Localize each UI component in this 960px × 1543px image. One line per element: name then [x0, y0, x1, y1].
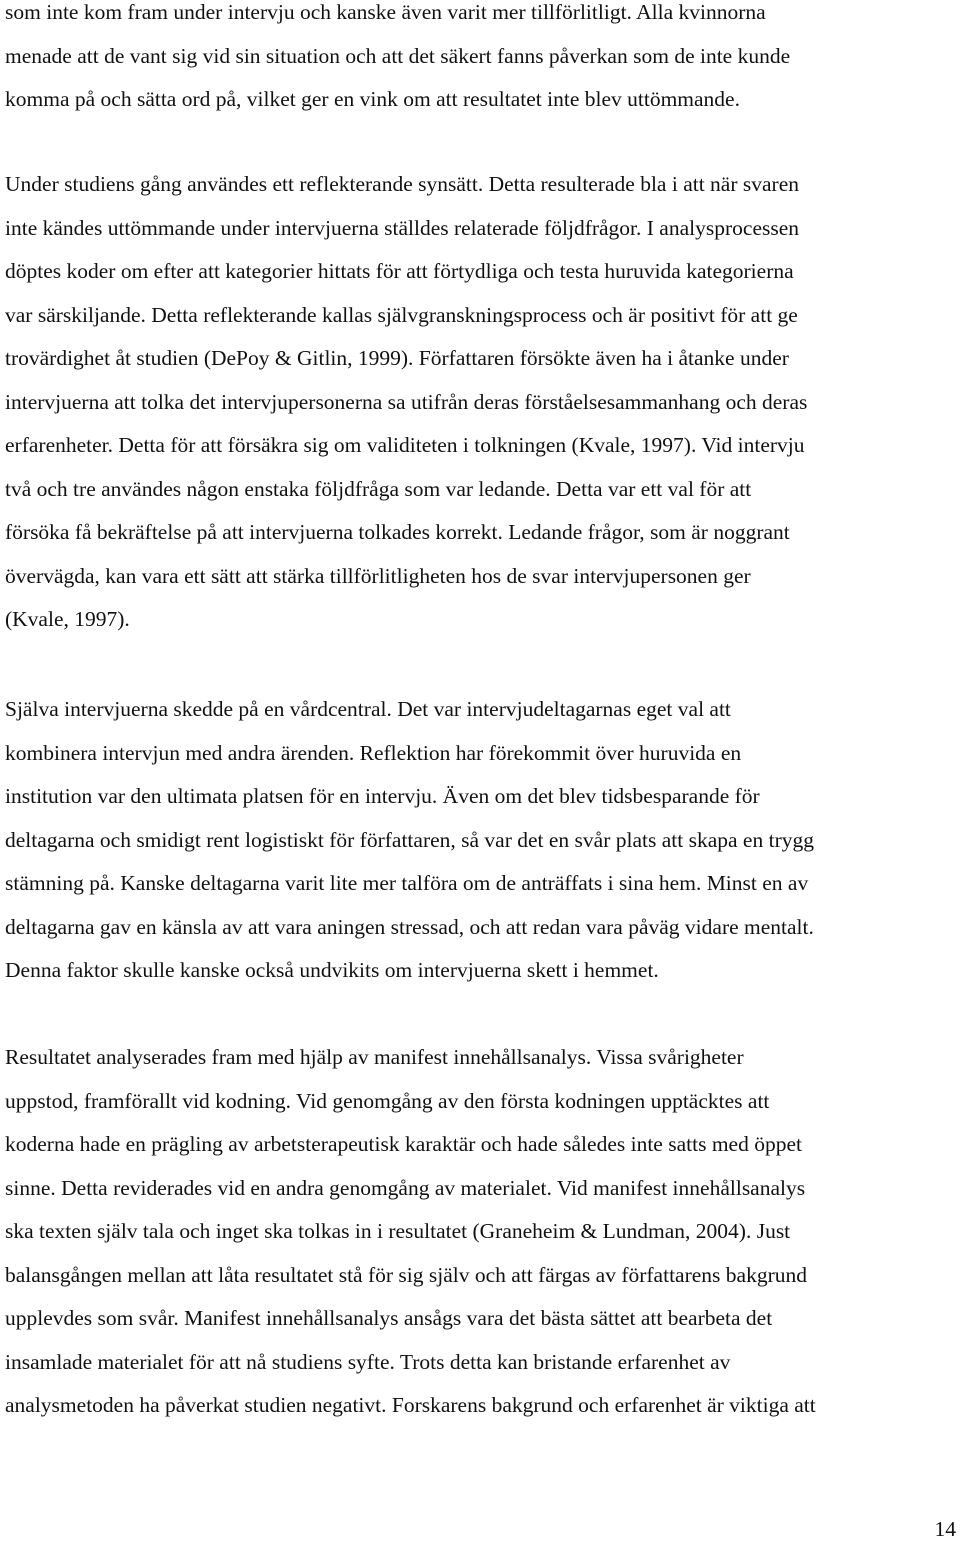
text-line: Denna faktor skulle kanske också undvikits om intervjuerna skett i hemmet.	[5, 958, 659, 982]
text-line: trovärdighet åt studien (DePoy & Gitlin, 1999). Författaren försökte även ha i åtanke under	[5, 346, 789, 370]
text-line: analysmetoden ha påverkat studien negativt. Forskarens bakgrund och erfarenhet är viktiga att	[5, 1393, 816, 1417]
text-line: komma på och sätta ord på, vilket ger en vink om att resultatet inte blev uttömmande.	[5, 87, 740, 111]
text-line: (Kvale, 1997).	[5, 607, 130, 631]
paragraph-4	[5, 1036, 957, 1428]
text-line: uppstod, framförallt vid kodning. Vid genomgång av den första kodningen upptäcktes att	[5, 1088, 770, 1113]
text-line: upplevdes som svår. Manifest innehållsanalys ansågs vara det bästa sättet att bearbeta det	[5, 1306, 773, 1330]
text-line: sinne. Detta reviderades vid en andra genomgång av materialet. Vid manifest innehållsanalys	[5, 1175, 806, 1200]
text-line: kombinera intervjun med andra ärenden. Reflektion har förekommit över huruvida en	[5, 740, 742, 765]
paragraph-2	[5, 163, 957, 642]
text-line: som inte kom fram under intervju och kanske även varit mer tillförlitligt. Alla kvinnorna	[5, 0, 766, 24]
text-line: erfarenheter. Detta för att försäkra sig om validiteten i tolkningen (Kvale, 1997). Vid intervju	[5, 433, 805, 457]
text-line: menade att de vant sig vid sin situation och att det säkert fanns påverkan som de inte kunde	[5, 43, 791, 68]
text-line: två och tre användes någon enstaka följdfråga som var ledande. Detta var ett val för att	[5, 476, 752, 501]
text-line: döptes koder om efter att kategorier hittats för att förtydliga och testa huruvida kategorierna	[5, 259, 794, 283]
page-number: 14	[934, 1517, 956, 1541]
text-line: inte kändes uttömmande under intervjuerna ställdes relaterade följdfrågor. I analysprocessen	[5, 215, 800, 240]
text-line: Resultatet analyserades fram med hjälp av manifest innehållsanalys. Vissa svårigheter	[5, 1045, 744, 1069]
text-line: Själva intervjuerna skedde på en vårdcentral. Det var intervjudeltagarnas eget val att	[5, 697, 731, 721]
text-line: institution var den ultimata platsen för en intervju. Även om det blev tidsbesparande för	[5, 784, 760, 808]
text-line: deltagarna gav en känsla av att vara aningen stressad, och att redan vara påväg vidare mentalt.	[5, 914, 814, 939]
paragraph-1	[5, 0, 957, 122]
text-line: stämning på. Kanske deltagarna varit lite mer talföra om de anträffats i sina hem. Minst en av	[5, 871, 809, 895]
text-line: var särskiljande. Detta reflekterande kallas självgranskningsprocess och är positivt för att ge	[5, 302, 798, 327]
text-line: Under studiens gång användes ett reflekterande synsätt. Detta resulterade bla i att när svaren	[5, 172, 799, 196]
text-line: intervjuerna att tolka det intervjupersonerna sa utifrån deras förståelsesammanhang och deras	[5, 389, 808, 414]
text-line: deltagarna och smidigt rent logistiskt för författaren, så var det en svår plats att skapa en trygg	[5, 827, 814, 852]
text-line: ska texten själv tala och inget ska tolkas in i resultatet (Graneheim & Lundman, 2004). Just	[5, 1219, 791, 1243]
text-line: koderna hade en prägling av arbetsterapeutisk karaktär och hade således inte satts med öppet	[5, 1132, 802, 1156]
paragraph-3	[5, 688, 957, 993]
text-line: insamlade materialet för att nå studiens syfte. Trots detta kan bristande erfarenhet av	[5, 1349, 731, 1374]
text-line: balansgången mellan att låta resultatet stå för sig själv och att färgas av författarens bakgrund	[5, 1262, 807, 1287]
text-line: övervägda, kan vara ett sätt att stärka tillförlitligheten hos de svar intervjupersonen ger	[5, 563, 751, 588]
text-line: försöka få bekräftelse på att intervjuerna tolkades korrekt. Ledande frågor, som är noggrant	[5, 520, 790, 544]
